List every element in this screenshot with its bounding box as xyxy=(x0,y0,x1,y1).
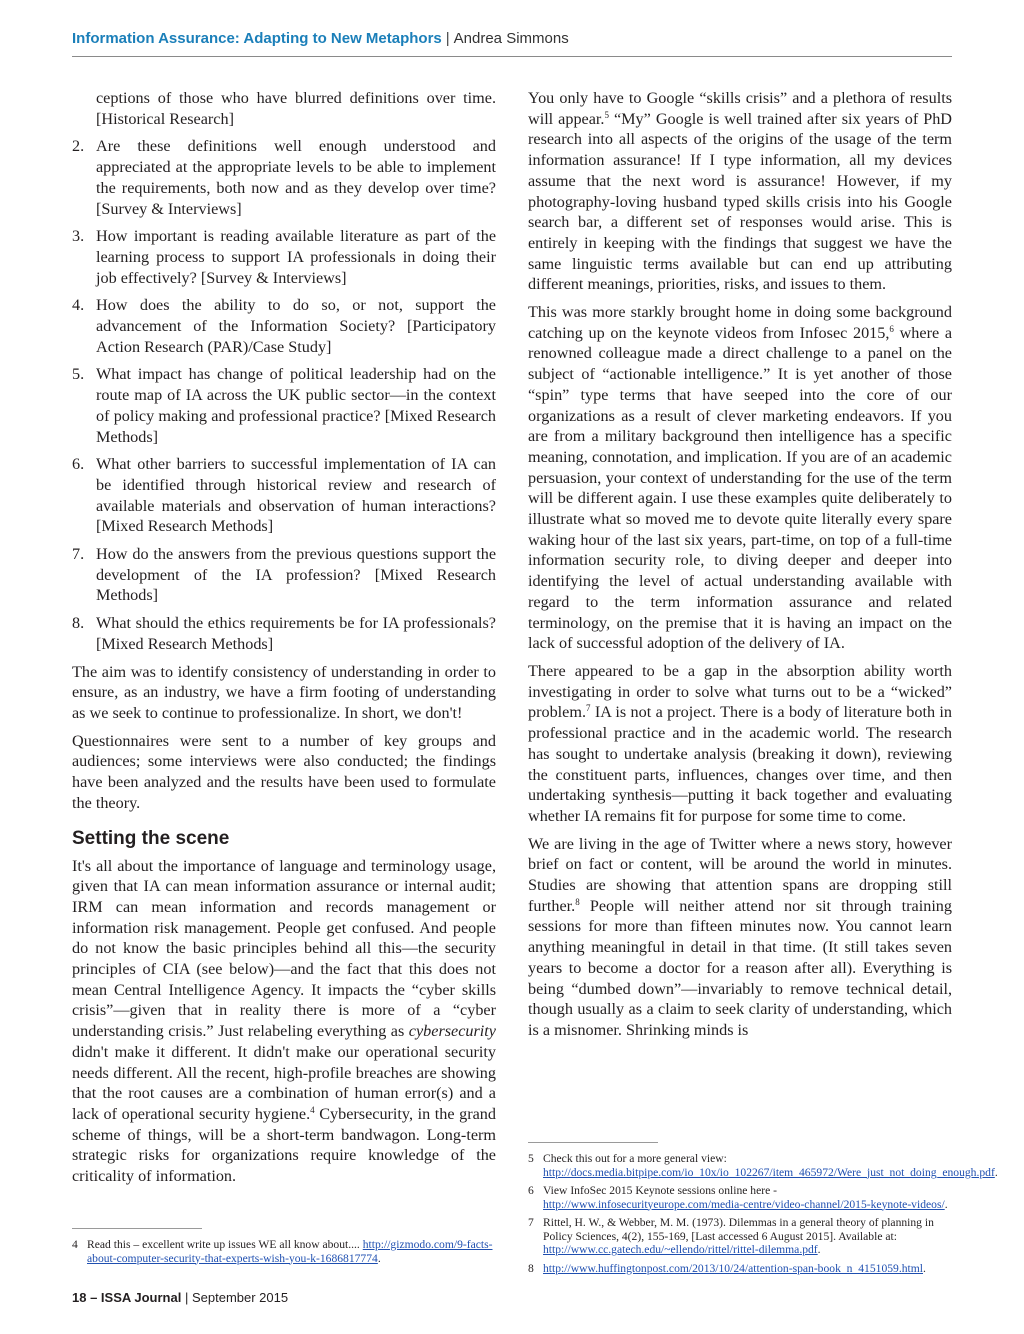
footnote-number: 7 xyxy=(528,1216,534,1229)
footnote-4: 4 Read this – excellent write up issues WE all know about.... http://gizmodo.com/9-facts-about-computer-security-that-experts-wish-you-k-1686817774. xyxy=(72,1238,493,1265)
question-text: How important is reading available literature as part of the learning process to support IA professionals in doing their job effectively? [Survey & Interviews] xyxy=(96,227,496,287)
header-separator: | xyxy=(445,30,450,47)
left-column xyxy=(72,88,496,1194)
question-text: What impact has change of political leadership had on the route map of IA across the UK public sector—in the context of policy making and professional practice? [Mixed Research Methods] xyxy=(96,365,496,446)
research-questions-list xyxy=(72,136,496,654)
footnote-ref-4[interactable]: 4 xyxy=(310,1104,315,1115)
question-number: 7. xyxy=(72,545,85,564)
footnote-link[interactable]: http://www.huffingtonpost.com/2013/10/24/attention-span-book_n_4151059.html xyxy=(543,1261,923,1275)
question-number: 6. xyxy=(72,455,85,474)
question-number: 3. xyxy=(72,227,85,246)
footnote-number: 8 xyxy=(528,1261,534,1275)
question-number: 2. xyxy=(72,137,85,156)
question-text: What should the ethics requirements be for IA professionals? [Mixed Research Methods] xyxy=(96,614,496,653)
footnote-number: 6 xyxy=(528,1184,534,1197)
footnote-link[interactable]: http://gizmodo.com/9-facts-about-computer-security-that-experts-wish-you-k-1686817774 xyxy=(87,1238,493,1265)
footnote-7: 7 Rittel, H. W., & Webber, M. M. (1973). Dilemmas in a general theory of planning in Policy Sciences, 4(2), 155-169, [Last accessed 6 August 2015]. Available at: http://www.cc.gatech.edu/~ellendo/rittel/rittel-dilemma.pdf. xyxy=(528,1216,934,1256)
footnote-8: 8 http://www.huffingtonpost.com/2013/10/24/attention-span-book_n_4151059.html. xyxy=(528,1261,926,1275)
footer-separator: | xyxy=(184,1290,189,1305)
footnote-number: 5 xyxy=(528,1152,534,1165)
research-question xyxy=(72,613,496,654)
question-text: How does the ability to do so, or not, support the advancement of the Information Society? [Participatory Action Research (PAR)/Case Study] xyxy=(96,296,496,356)
section-heading: Setting the scene xyxy=(72,827,230,849)
question-number: 8. xyxy=(72,614,85,633)
footnote-ref-7[interactable]: 7 xyxy=(586,703,591,714)
question-1-continuation: ceptions of those who have blurred definitions over time. [Historical Research] xyxy=(96,89,496,128)
question-number: 4. xyxy=(72,296,85,315)
page-footer xyxy=(72,1290,288,1305)
research-question xyxy=(72,295,496,357)
running-header xyxy=(72,30,952,48)
twitter-paragraph: We are living in the age of Twitter where a news story, however brief on fact or content, will be around the world in minutes. Studies are showing that attention spans are dropping still further.$^8$ People will neither attend nor sit through training sessions for more than fifteen minutes now. You cannot learn anything meaningful in detail in that time. (It still takes seven years to become a doctor for a reason after all). Everything is being “dumbed down”—invariably to remove technical detail, though usually as a claim to seek clarity of understanding, which is a misnomer. Shrinking minds is xyxy=(528,834,952,1039)
research-question xyxy=(72,454,496,537)
wicked-problem-paragraph: There appeared to be a gap in the absorption ability worth investigating in order to solve what turns out to be a “wicked” problem.$^7$ IA is not a project. There is a body of literature both in professional practice and in the academic world. The research has sought to undertake analysis (breaking it down), reviewing the constituent parts, influences, changes over time, and then undertaking synthesis—putting it back together and evaluating whether IA remains fit for purpose for some time to come. xyxy=(528,661,952,825)
header-rule xyxy=(72,56,952,57)
right-column xyxy=(528,88,952,1048)
google-paragraph: You only have to Google “skills crisis” and a plethora of results will appear.$^5$ “My” Google is well trained after six years of PhD research into all aspects of the origins of the usage of the term information assurance! If I type information, all my devices assume that the next word is assurance! However, if my photography-loving husband typed skills crisis into his Google search bar, a different set of responses would arise. This is entirely in keeping with the findings that suggest we have the same linguistic terms available but can end up attributing different meanings, priorities, risks, and issues to them. xyxy=(528,89,952,294)
footnotes-right xyxy=(528,1152,998,1280)
footnotes-left xyxy=(72,1238,496,1270)
footnote-link[interactable]: http://www.infosecurityeurope.com/media-centre/video-channel/2015-keynote-videos/ xyxy=(543,1197,945,1211)
footnote-rule-left xyxy=(72,1228,202,1229)
setting-the-scene-paragraph: It's all about the importance of language and terminology usage, given that IA can mean information assurance or internal audit; IRM can mean information and records management or information risk management. People get confused. And people do not know the basic principles behind all this—the security principles of CIA (see below)—and the fact that this does not mean Central Intelligence Agency. It impacts the “cyber skills crisis”—given that in reality there is more of a “cyber understanding crisis.” Just relabeling everything as cybersecurity didn't make it different. It didn't make our operational security needs different. All the recent, high-profile breaches are showing that the root causes are a combination of human error(s) and a lack of operational security hygiene.$^4$ Cybersecurity, in the grand scheme of things, will be a short-term bandwagon. Long-term strategic risks for organizations require knowledge of the criticality of information. xyxy=(72,856,496,1186)
footnote-rule-right xyxy=(528,1142,658,1143)
research-question xyxy=(72,226,496,288)
question-text: What other barriers to successful implementation of IA can be identified through historical review and research of available materials and observation of human interactions? [Mixed Research Methods] xyxy=(96,455,496,536)
footnote-ref-5[interactable]: 5 xyxy=(604,109,609,120)
footnote-6: 6 View InfoSec 2015 Keynote sessions online here - http://www.infosecurityeurope.com/media-centre/video-channel/2015-keynote-videos/. xyxy=(528,1184,948,1211)
aim-paragraph: The aim was to identify consistency of understanding in order to ensure, as an industry, we have a firm footing of understanding as we seek to continue to professionalize. In short, we don't! xyxy=(72,662,496,722)
footnote-number: 4 xyxy=(72,1238,78,1251)
emphasis-cybersecurity: cybersecurity xyxy=(408,1022,496,1041)
page-number-journal: 18 – ISSA Journal xyxy=(72,1290,182,1305)
research-question xyxy=(72,544,496,606)
question-text: How do the answers from the previous questions support the development of the IA profession? [Mixed Research Methods] xyxy=(96,545,496,605)
question-number: 5. xyxy=(72,365,85,384)
footnote-ref-6[interactable]: 6 xyxy=(889,323,894,334)
infosec-paragraph: This was more starkly brought home in doing some background catching up on the keynote videos from Infosec 2015,$^6$ where a renowned colleague made a direct challenge to a panel on the subject of “actionable intelligence.” It is yet another of those “spin” type terms that have seeped into the core of our organizations as a result of clever marketing endeavors. If you are from a military background then intelligence has a specific meaning, connotation, and implication. If you are of an academic persuasion, your context of understanding for the use of the term will be different again. I use these examples quite deliberately to illustrate what so moved me to devote quite literally every spare waking hour of the last six years, part-time, on top of a full-time information security role, to diving deeper and deeper into identifying the level of actual understanding available with regard to the term information assurance and related terminology, on the premise that it is having an impact on the lack of successful adoption of the delivery of IA. xyxy=(528,303,953,653)
issue-date: September 2015 xyxy=(191,1290,289,1305)
research-question xyxy=(72,364,496,447)
footnote-link[interactable]: http://www.cc.gatech.edu/~ellendo/rittel/rittel-dilemma.pdf xyxy=(543,1243,818,1256)
footnote-link[interactable]: http://docs.media.bitpipe.com/io_10x/io_102267/item_465972/Were_just_not_doing_enough.pdf xyxy=(543,1165,995,1179)
footnote-5: 5 Check this out for a more general view: http://docs.media.bitpipe.com/io_10x/io_102267/item_465972/Were_just_not_doing_enough.pdf. xyxy=(528,1152,998,1179)
questionnaires-paragraph: Questionnaires were sent to a number of key groups and audiences; some interviews were also conducted; the findings have been analyzed and the results have been used to formulate the theory. xyxy=(72,731,496,812)
journal-article-title: Information Assurance: Adapting to New Metaphors xyxy=(72,30,442,47)
footnote-ref-8[interactable]: 8 xyxy=(575,896,580,907)
article-author: Andrea Simmons xyxy=(453,30,569,47)
question-text: Are these definitions well enough understood and appreciated at the appropriate levels to be able to implement the requirements, both now and as they develop over time? [Survey & Interviews] xyxy=(96,137,496,218)
research-question xyxy=(72,136,496,219)
